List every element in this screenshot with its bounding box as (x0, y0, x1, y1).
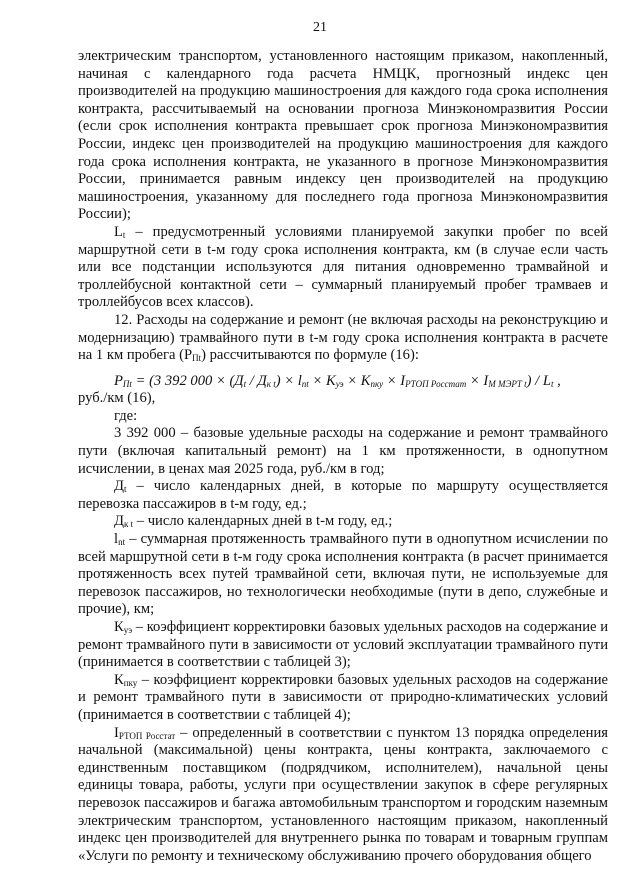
subscript: к t (123, 519, 134, 530)
subscript: t (123, 484, 127, 495)
subscript: nt (301, 378, 309, 389)
symbol: L (114, 223, 123, 240)
definition-text: – предусмотренный условиями планируемой закупки пробег по всей маршрутной сети в t-м году срока исполнения контракта, км (в случае если часть или все подстанции используются для питания одновременно трамвайной и троллейбусной контактной сети – суммарный планируемый пробег трамваев и троллейбусов всех классов). (78, 223, 608, 311)
subscript: к t (266, 378, 276, 389)
symbol: К (114, 619, 124, 635)
subscript: t (550, 378, 554, 389)
formula (78, 373, 608, 391)
formula-unit: руб./км (16), (78, 390, 156, 407)
formula-part: × K (343, 372, 371, 389)
where-label: где: (114, 407, 138, 424)
symbol: I (114, 724, 119, 741)
subscript: М МЭРТ t (488, 378, 527, 389)
subscript: РТОП Росстат (118, 730, 176, 741)
paragraph (78, 312, 608, 365)
subscript: уэ (123, 625, 133, 635)
formula-part: , (553, 372, 561, 389)
symbol: l (114, 531, 119, 548)
subscript: пку (123, 677, 138, 688)
subscript: уэ (335, 378, 344, 389)
formula-part: = (3 392 000 × (Д (131, 372, 244, 389)
subscript: t (243, 378, 247, 389)
page-number: 21 (313, 20, 327, 35)
symbol: Д (114, 513, 124, 530)
definition-text: – коэффициент корректировки базовых удельных расходов на содержание и ремонт трамвайного пути в зависимости от природно-климатических условий (принимается в соответствии с таблицей 4); (78, 671, 608, 723)
subscript: РТОП Росстат (405, 378, 467, 389)
definition-text: – коэффициент корректировки базовых удельных расходов на содержание и ремонт трамвайного пути в зависимости от условий эксплуатации трамвайного пути (принимается в соответствии с таблицей 3); (78, 619, 608, 671)
definition (78, 725, 608, 866)
formula-part: × K (308, 372, 336, 389)
formula-part: ) × l (275, 372, 302, 389)
definition-text: – число календарных дней в t-м году, ед.; (133, 513, 393, 530)
subscript: nt (118, 537, 126, 548)
definition-text: – суммарная протяженность трамвайного пути в однопутном исчислении по всей маршрутной сети в t-м году срока исполнения контракта (в расчет принимается протяженность всех путей трамвайной сети, включая пути, не используемые для перевозок пассажиров, но технологически необходимые (пути в депо, служебные и прочие), км; (78, 531, 608, 618)
subscript: t (122, 229, 126, 240)
definition (78, 478, 608, 513)
definition (78, 531, 608, 619)
formula-part: / Д (246, 372, 267, 389)
subscript: Пt (122, 378, 132, 389)
subscript: пку (370, 378, 384, 389)
formula-part: × I (383, 372, 406, 389)
paragraph (78, 224, 608, 312)
definition-text: – определенный в соответствии с пунктом 13 порядка определения начальной (максимальной) цены контракта, цены контракта, заключаемого с единственным поставщиком (подрядчиком, исполнителем), начальной цены единицы товара, работы, услуги при осуществлении закупок в сфере регулярных перевозок пассажиров и багажа автомобильным транспортом и городским наземным электрическим транспортом, установленного настоящим приказом, накопленный индекс цен производителей для внутреннего рынка по товарам и товарным группам «Услуги по ремонту и техническому обслуживанию прочего оборудования общего (78, 724, 608, 864)
symbol: К (114, 671, 124, 688)
formula-part: ) / L (526, 372, 551, 389)
definition (78, 619, 608, 672)
document-body (78, 48, 608, 865)
paragraph: электрическим транспортом, установленного настоящим приказом, накопленный, начиная с календарного года расчета НМЦК, прогнозный индекс цен производителей на продукцию машиностроения для каждого года срока исполнения контракта, рассчитываемый на основании прогноза Минэкономразвития России (если срок исполнения контракта превышает срок прогноза Минэкономразвития России, индекс цен производителей на продукцию машиностроения для каждого года срока исполнения контракта, не указанного в прогнозе Минэкономразвития России, принимается равным индексу цен производителей на продукцию машиностроения, указанному для последнего года прогноза Минэкономразвития России); (78, 48, 608, 223)
formula-part: P (114, 372, 123, 389)
formula-part: × I (466, 372, 489, 389)
definition (78, 513, 608, 531)
symbol: Д (114, 478, 124, 495)
definition: 3 392 000 – базовые удельные расходы на содержание и ремонт трамвайного пути (включая капитальный ремонт) на 1 км протяженности, в однопутном исчислении, в ценах мая 2025 года, руб./км в год; (78, 425, 608, 477)
paragraph-text: ) рассчитываются по формуле (16): (201, 347, 419, 364)
paragraph-text: 12. Расходы на содержание и ремонт (не включая расходы на реконструкцию и модернизацию) трамвайного пути в t-м году срока исполнения контракта в расчете на 1 км пробега (Р (78, 311, 608, 364)
definition (78, 672, 608, 725)
subscript: Пt (192, 353, 202, 364)
definition-text: – число календарных дней, в которые по маршруту осуществляется перевозка пассажиров в t-м году, ед.; (78, 478, 608, 512)
